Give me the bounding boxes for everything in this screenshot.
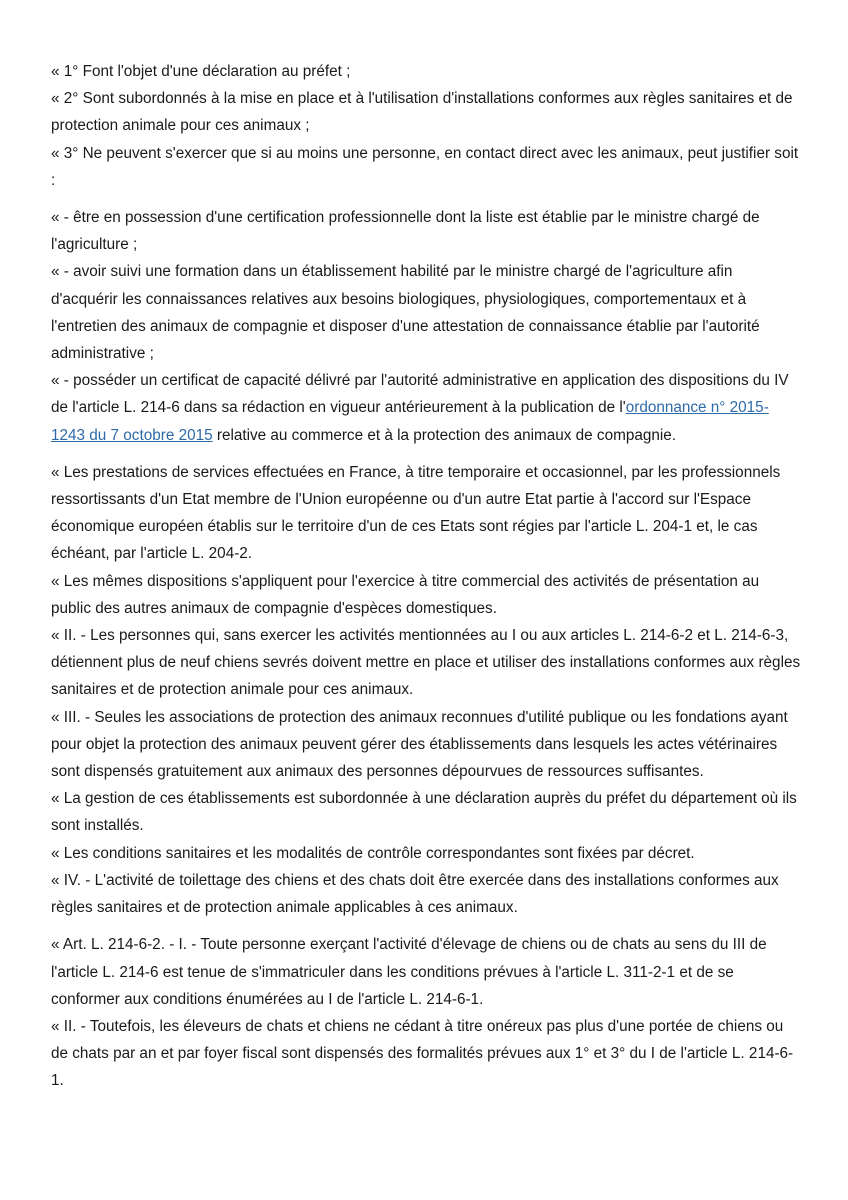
- paragraph-5: « - avoir suivi une formation dans un établissement habilité par le ministre chargé de l'agriculture afin d'acquérir les connaissances relatives aux besoins biologiques, physiologiques, comportementaux et à l'entretien des animaux de compagnie et disposer d'une attestation de connaissance établie par l'autorité administrative ;: [51, 263, 760, 363]
- paragraph-2: « 2° Sont subordonnés à la mise en place et à l'utilisation d'installations conformes aux règles sanitaires et de protection animale pour ces animaux ;: [51, 90, 793, 135]
- paragraph-6: [51, 367, 801, 449]
- paragraph-11: « La gestion de ces établissements est subordonnée à une déclaration auprès du préfet du département où ils sont installés.: [51, 790, 797, 835]
- paragraph-3: « 3° Ne peuvent s'exercer que si au moins une personne, en contact direct avec les animaux, peut justifier soit :: [51, 144, 799, 189]
- paragraph-6-text-after: relative au commerce et à la protection des animaux de compagnie.: [212, 426, 677, 444]
- paragraph-4: « - être en possession d'une certification professionnelle dont la liste est établie par le ministre chargé de l'agriculture ;: [51, 209, 760, 254]
- paragraph-13: « IV. - L'activité de toilettage des chiens et des chats doit être exercée dans des installations conformes aux règles sanitaires et de protection animale applicables à ces animaux.: [51, 871, 779, 917]
- paragraph-6-text-before: « - posséder un certificat de capacité délivré par l'autorité administrative en application des dispositions du IV de l'article L. 214-6 dans sa rédaction en vigueur antérieurement à la publication de l': [51, 372, 789, 417]
- paragraph-10: « III. - Seules les associations de protection des animaux reconnues d'utilité publique ou les fondations ayant pour objet la protection des animaux peuvent gérer des établissements dans lesquels les actes vétérinaires sont dispensés gratuitement aux animaux des personnes dépourvues de ressources suffisantes.: [51, 708, 788, 781]
- paragraph-1: « 1° Font l'objet d'une déclaration au préfet ;: [51, 63, 351, 80]
- document-page: [51, 58, 801, 1095]
- paragraph-15: « II. - Toutefois, les éleveurs de chats et chiens ne cédant à titre onéreux pas plus d'une portée de chiens ou de chats par an et par foyer fiscal sont dispensés des formalités prévues aux 1° et 3° du I de l'article L. 214-6-1.: [51, 1017, 794, 1090]
- paragraph-8: « Les mêmes dispositions s'appliquent pour l'exercice à titre commercial des activités de présentation au public des autres animaux de compagnie d'espèces domestiques.: [51, 572, 760, 617]
- paragraph-7: « Les prestations de services effectuées en France, à titre temporaire et occasionnel, par les professionnels ressortissants d'un Etat membre de l'Union européenne ou d'un autre Etat partie à l'accord sur l'Espace économique européen établis sur le territoire d'un de ces Etats sont régies par l'article L. 204-1 et, le cas échéant, par l'article L. 204-2.: [51, 463, 781, 563]
- paragraph-14: « Art. L. 214-6-2. - I. - Toute personne exerçant l'activité d'élevage de chiens ou de chats au sens du III de l'article L. 214-6 est tenue de s'immatriculer dans les conditions prévues à l'article L. 311-2-1 et de se conformer aux conditions énumérées au I de l'article L. 214-6-1.: [51, 936, 767, 1008]
- paragraph-12: « Les conditions sanitaires et les modalités de contrôle correspondantes sont fixées par décret.: [51, 844, 695, 862]
- paragraph-9: « II. - Les personnes qui, sans exercer les activités mentionnées au I ou aux articles L. 214-6-2 et L. 214-6-3, détiennent plus de neuf chiens sevrés doivent mettre en place et utiliser des installations conformes aux règles sanitaires et de protection animale pour ces animaux.: [51, 627, 801, 699]
- ordonnance-link[interactable]: ordonnance n° 2015-1243 du 7 octobre 2015: [51, 399, 769, 444]
